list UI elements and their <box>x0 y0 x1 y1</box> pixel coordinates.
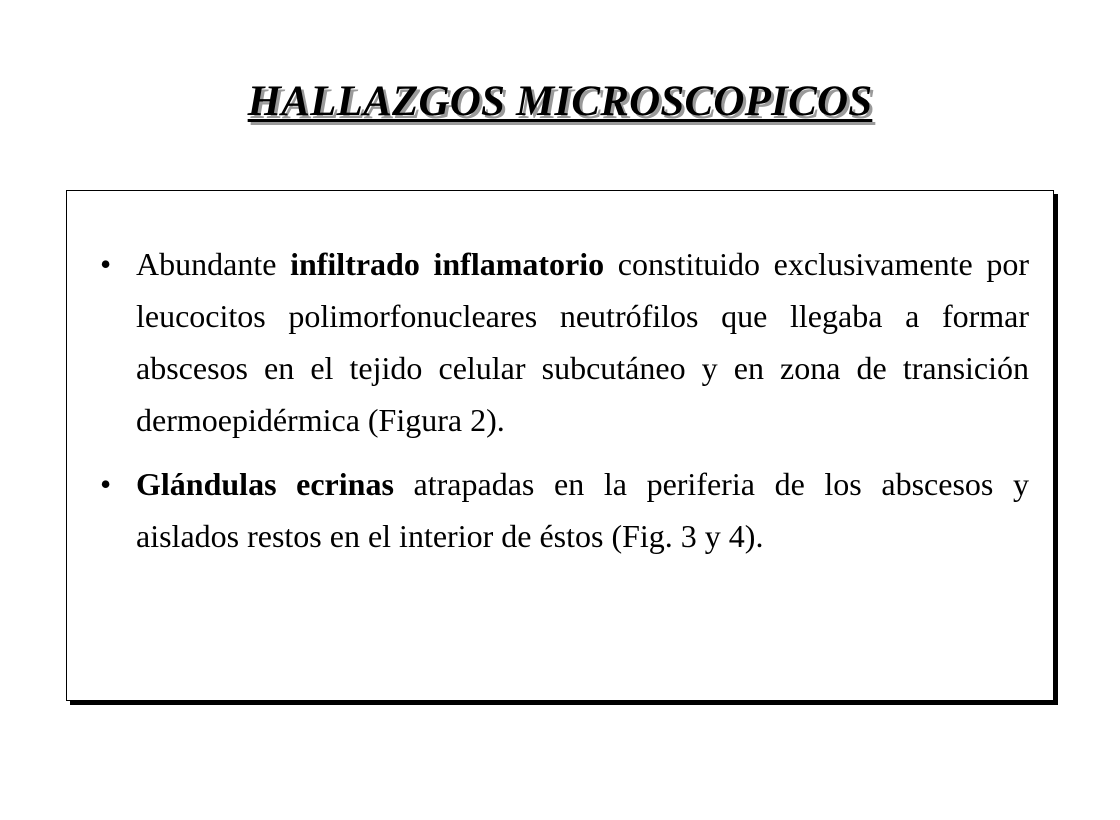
bullet-icon: • <box>100 246 112 282</box>
bullet-item <box>100 458 1030 562</box>
bullet-icon: • <box>100 466 112 502</box>
bold-term: Glándulas ecrinas <box>136 466 394 502</box>
text-segment: Abundante <box>136 246 291 282</box>
slide-title: HALLAZGOS MICROSCOPICOS <box>247 78 873 125</box>
text-segment: atrapadas en la periferia de los abscesos y aislados restos en el interior de éstos (Fig. 3 y 4). <box>136 466 1030 554</box>
bullet-item <box>100 238 1030 446</box>
text-segment: constituido exclusivamente por leucocitos polimorfonucleares neutrófilos que llegaba a formar abscesos en el tejido celular subcutáneo y en zona de transición dermoepidérmica (Figura 2). <box>136 246 1030 438</box>
bullet-text <box>136 466 1029 554</box>
bold-term: infiltrado inflamatorio <box>290 246 605 282</box>
content-box <box>66 190 1054 701</box>
bullet-list <box>67 238 1053 574</box>
bullet-text <box>136 246 1029 438</box>
